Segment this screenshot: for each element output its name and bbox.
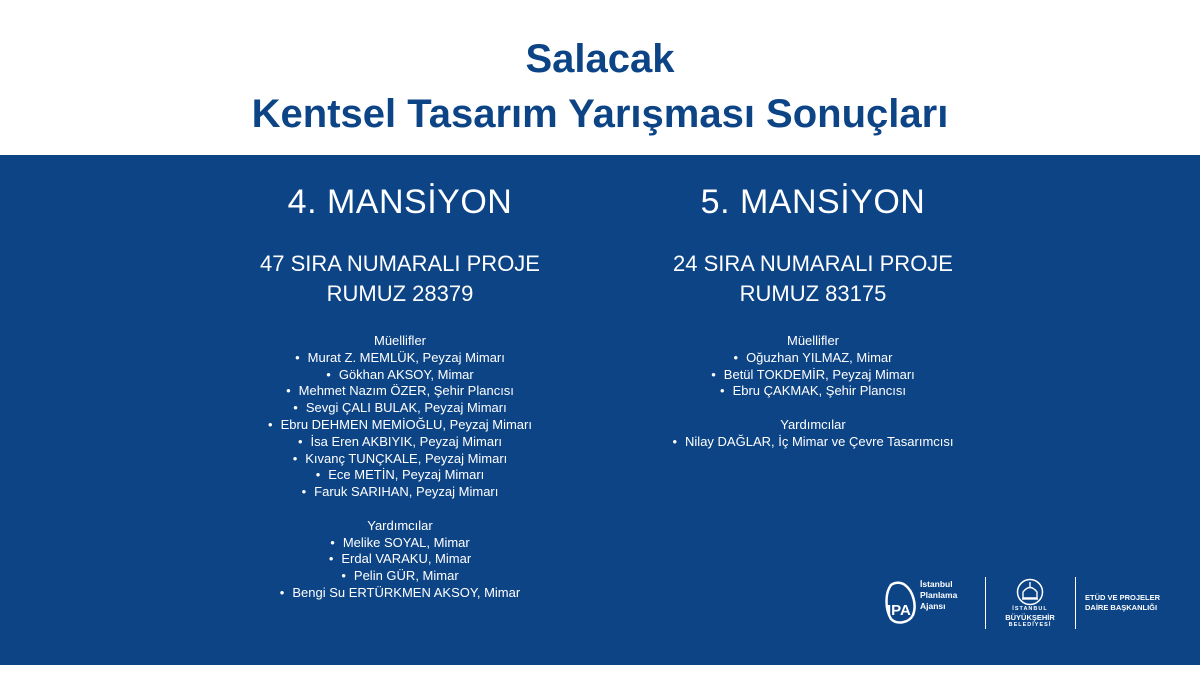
authors-title: Müellifler: [786, 333, 839, 348]
author-item: • Gökhan AKSOY, Mimar: [200, 367, 600, 384]
footer-logos: [880, 575, 1180, 633]
logo-divider: [985, 577, 986, 629]
mention-4-heading: 4. MANSİYON: [287, 183, 513, 221]
mention-5-pseudonym: RUMUZ 83175: [739, 281, 887, 306]
ipa-logo: [880, 575, 980, 633]
spacer: [613, 400, 1013, 417]
ibb-line-3: BELEDİYESİ: [1008, 622, 1052, 628]
author-item: • Oğuzhan YILMAZ, Mimar: [613, 350, 1013, 367]
assistants-title: Yardımcılar: [780, 416, 846, 432]
ipa-line-2: Planlama: [920, 590, 958, 600]
authors-title: Müellifler: [373, 333, 426, 348]
ipa-wordmark: [920, 579, 957, 612]
assistant-item: • Erdal VARAKU, Mimar: [200, 551, 600, 568]
etud-wordmark: [1085, 593, 1160, 613]
ipa-line-1: İstanbul: [920, 579, 953, 589]
assistant-item: • Bengi Su ERTÜRKMEN AKSOY, Mimar: [200, 585, 600, 602]
ipa-line-3: Ajansı: [920, 601, 946, 611]
author-item: • Sevgi ÇALI BULAK, Peyzaj Mimarı: [200, 400, 600, 417]
author-item: • Murat Z. MEMLÜK, Peyzaj Mimarı: [200, 350, 600, 367]
assistants-title: Yardımcılar: [367, 517, 433, 533]
header: [0, 0, 1200, 155]
spacer: [200, 501, 600, 518]
page-title-line-1: Salacak: [525, 37, 675, 81]
author-item: • Ece METİN, Peyzaj Mimarı: [200, 467, 600, 484]
mention-5-project: [613, 249, 1013, 309]
bottom-strip: [0, 665, 1200, 675]
assistant-item: • Nilay DAĞLAR, İç Mimar ve Çevre Tasarımcısı: [613, 434, 1013, 451]
author-item: • Kıvanç TUNÇKALE, Peyzaj Mimarı: [200, 451, 600, 468]
etud-line-1: ETÜD VE PROJELER: [1085, 593, 1161, 602]
mention-4-team: [200, 333, 600, 602]
assistant-item: • Melike SOYAL, Mimar: [200, 535, 600, 552]
ibb-logo: [990, 575, 1070, 633]
ibb-line-2: BÜYÜKŞEHİR: [1005, 613, 1055, 622]
author-item: • Ebru ÇAKMAK, Şehir Plancısı: [613, 383, 1013, 400]
mention-4-project: [200, 249, 600, 309]
svg-text:IPA: IPA: [887, 602, 911, 619]
results-panel: [0, 155, 1200, 665]
ipa-mark-icon: [883, 579, 917, 625]
logo-divider: [1075, 577, 1076, 629]
ibb-emblem-icon: [1016, 578, 1044, 606]
author-item: • İsa Eren AKBIYIK, Peyzaj Mimarı: [200, 434, 600, 451]
author-item: • Mehmet Nazım ÖZER, Şehir Plancısı: [200, 383, 600, 400]
mention-5-project-number: 24 SIRA NUMARALI PROJE: [673, 251, 953, 276]
ibb-line-1: İSTANBUL: [1012, 606, 1048, 612]
mention-5-heading: 5. MANSİYON: [700, 183, 926, 221]
assistant-item: • Pelin GÜR, Mimar: [200, 568, 600, 585]
author-item: • Betül TOKDEMİR, Peyzaj Mimarı: [613, 367, 1013, 384]
author-item: • Faruk SARIHAN, Peyzaj Mimarı: [200, 484, 600, 501]
mention-4-project-number: 47 SIRA NUMARALI PROJE: [260, 251, 540, 276]
mention-5-team: [613, 333, 1013, 451]
mention-4-pseudonym: RUMUZ 28379: [326, 281, 474, 306]
etud-line-2: DAİRE BAŞKANLIĞI: [1085, 603, 1158, 612]
author-item: • Ebru DEHMEN MEMİOĞLU, Peyzaj Mimarı: [200, 417, 600, 434]
page-title-line-2: Kentsel Tasarım Yarışması Sonuçları: [251, 92, 949, 136]
